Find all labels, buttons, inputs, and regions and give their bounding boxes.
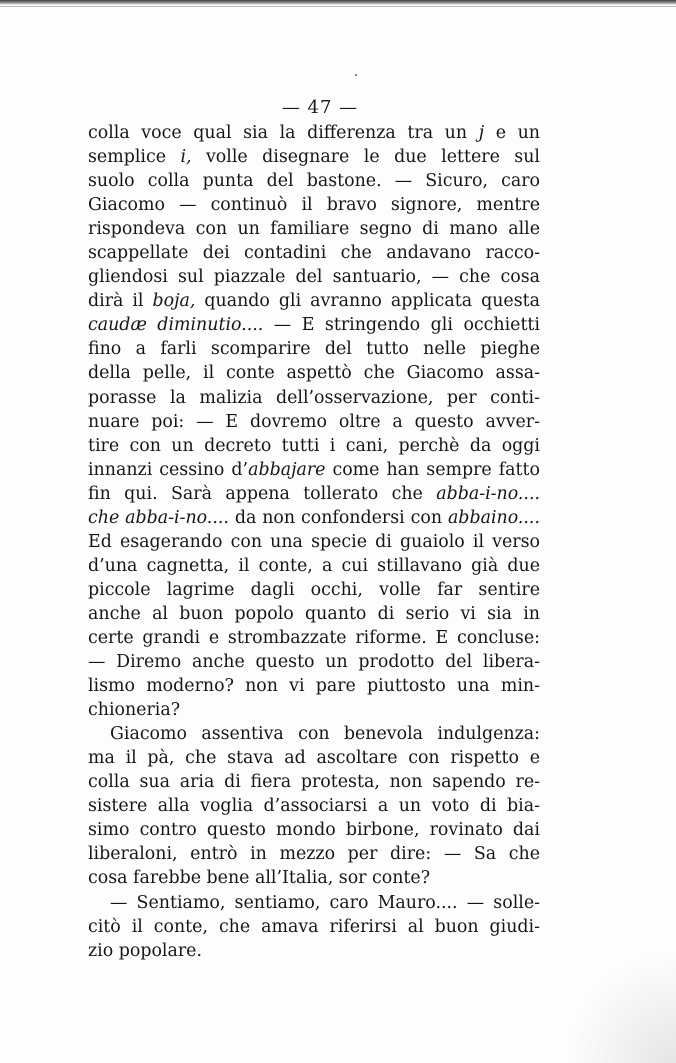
text-segment: colla voce qual sia la differenza tra un: [88, 123, 479, 143]
text-line: [88, 746, 540, 770]
text-line: [88, 866, 540, 890]
italic-text: abbajare: [248, 459, 326, 480]
text-segment: colla sua aria di fiera protesta, non sapendo re-: [88, 772, 540, 793]
text-segment: piccole lagrime dagli occhi, volle far sentire: [88, 579, 540, 600]
scan-top-edge: [0, 0, 676, 5]
text-segment: porasse la malizia dell’osservazione, per conti-: [88, 387, 540, 408]
text-segment: quando gli avranno applicata questa: [195, 291, 540, 312]
text-segment: — Diremo anche questo un prodotto del libera-: [88, 652, 540, 673]
text-segment: come han sempre fatto: [325, 459, 540, 480]
text-line: [88, 770, 540, 794]
text-segment: dirà il: [88, 291, 153, 312]
text-line: [88, 410, 540, 434]
text-segment: Giacomo — continuò il bravo signore, mentre: [88, 195, 540, 216]
text-line: [88, 650, 540, 674]
italic-text: caudæ diminutio....: [88, 315, 264, 336]
italic-text: abba-i-no....: [436, 483, 540, 504]
text-segment: — Sentiamo, sentiamo, caro Mauro.... — solle-: [110, 892, 540, 913]
text-segment: sistere alla voglia d’associarsi a un voto di bia-: [88, 796, 540, 817]
text-line: [88, 145, 540, 169]
text-line: [88, 818, 540, 842]
text-line: [88, 337, 540, 361]
text-line: [88, 939, 540, 963]
text-line: [88, 626, 540, 650]
text-segment: tire con un decreto tutti i cani, perchè da oggi: [88, 435, 540, 456]
text-line: [88, 530, 540, 554]
text-segment: — E stringendo gli occhietti: [263, 315, 540, 336]
text-line: [88, 313, 540, 337]
text-segment: fin qui. Sarà appena tollerato che: [88, 483, 437, 504]
text-segment: chioneria?: [88, 700, 181, 721]
text-segment: gliendosi sul piazzale del santuario, — che cosa: [88, 267, 540, 288]
italic-text: i,: [180, 147, 192, 168]
text-line: [88, 386, 540, 410]
text-segment: lismo moderno? non vi pare piuttosto una min-: [88, 676, 540, 697]
text-line: [88, 698, 540, 722]
text-line: [88, 289, 540, 313]
text-segment: Giacomo assentiva con benevola indulgenza:: [110, 724, 540, 745]
text-line: [88, 361, 540, 385]
text-segment: cosa farebbe bene all’Italia, sor conte?: [88, 868, 431, 889]
text-segment: liberaloni, entrò in mezzo per dire: — Sa che: [88, 844, 540, 865]
text-line: [88, 722, 540, 746]
page-number: — 47 —: [281, 97, 359, 118]
text-line: [88, 554, 540, 578]
text-segment: e un: [484, 123, 540, 143]
italic-text: boja,: [152, 291, 196, 312]
text-line: [88, 674, 540, 698]
text-line: [88, 915, 540, 939]
text-line: [88, 794, 540, 818]
text-line: [88, 434, 540, 458]
text-segment: scappellate dei contadini che andavano racco-: [88, 243, 540, 264]
text-line: [88, 891, 540, 915]
scan-edge-line: [0, 6, 676, 7]
text-line: [88, 602, 540, 626]
text-segment: simo contro questo mondo birbone, rovinato dai: [88, 820, 540, 841]
text-segment: semplice: [88, 147, 181, 168]
italic-text: che abba-i-no....: [88, 507, 229, 528]
text-segment: zio popolare.: [88, 940, 202, 961]
body-text: [88, 121, 540, 963]
text-segment: certe grandi e strombazzate riforme. E concluse:: [88, 627, 540, 648]
text-line: [88, 265, 540, 289]
text-line: [88, 169, 540, 193]
text-line: [88, 578, 540, 602]
text-line: [88, 121, 540, 145]
text-segment: innanzi cessino d’: [88, 459, 249, 480]
text-line: [88, 482, 540, 506]
text-line: [88, 193, 540, 217]
text-segment: Ed esagerando con una specie di guaiolo il verso: [88, 531, 540, 552]
text-segment: rispondeva con un familiare segno di mano alle: [88, 219, 540, 240]
text-line: [88, 241, 540, 265]
text-line: [88, 506, 540, 530]
text-segment: ma il pà, che stava ad ascoltare con rispetto e: [88, 748, 540, 769]
text-segment: fino a farli scomparire del tutto nelle pieghe: [88, 339, 540, 360]
text-segment: d’una cagnetta, il conte, a cui stillavano già due: [88, 555, 540, 576]
text-segment: citò il conte, che amava riferirsi al buon giudi-: [88, 916, 540, 937]
text-segment: della pelle, il conte aspettò che Giacomo assa-: [88, 363, 540, 384]
text-segment: nuare poi: — E dovremo oltre a questo avver-: [88, 411, 540, 432]
text-line: [88, 458, 540, 482]
italic-text: j: [478, 123, 485, 143]
text-line: [88, 842, 540, 866]
text-segment: suolo colla punta del bastone. — Sicuro, caro: [88, 171, 540, 192]
text-segment: anche al buon popolo quanto di serio vi sia in: [88, 603, 540, 624]
text-line: [88, 217, 540, 241]
text-segment: da non confondersi con: [228, 507, 448, 528]
text-segment: volle disegnare le due lettere sul: [191, 147, 540, 168]
ink-speck: [355, 74, 357, 76]
italic-text: abbaino....: [447, 507, 540, 528]
paper-corner-grain: [566, 953, 676, 1063]
